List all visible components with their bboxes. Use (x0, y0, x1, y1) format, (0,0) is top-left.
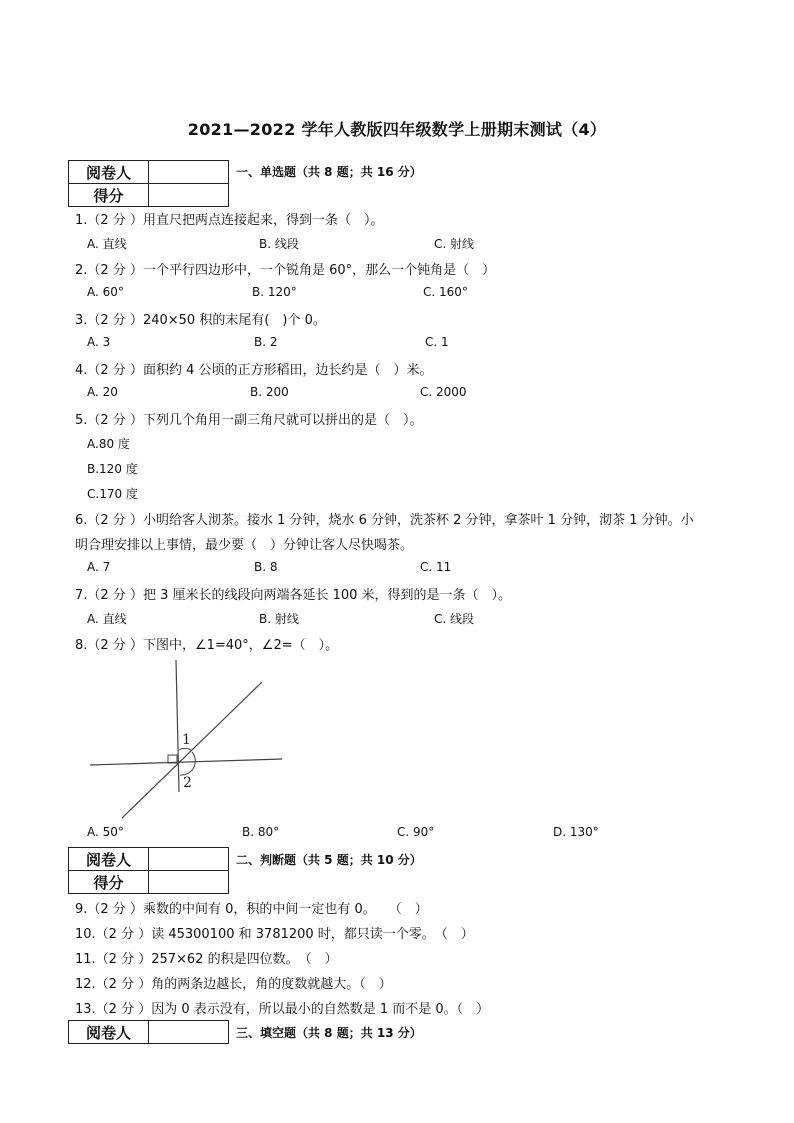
diagonal-line (122, 682, 262, 818)
question-3: 3.（2 分 ）240×50 积的末尾有( )个 0。 (75, 313, 326, 328)
q8-option-d: D. 130° (553, 825, 599, 839)
question-11: 11.（2 分 ）257×62 的积是四位数。 （ ） (75, 952, 338, 967)
question-1: 1.（2 分 ）用直尺把两点连接起来，得到一条（ ）。 (75, 213, 384, 228)
q4-option-a: A. 20 (87, 385, 118, 399)
q8-option-c: C. 90° (397, 825, 435, 839)
reviewer-cell (149, 1021, 229, 1044)
reviewer-label: 阅卷人 (69, 1021, 149, 1044)
question-5: 5.（2 分 ）下列几个角用一副三角尺就可以拼出的是（ ）。 (75, 413, 423, 428)
q6-option-a: A. 7 (87, 560, 111, 574)
q2-option-a: A. 60° (87, 285, 124, 299)
q5-option-c: C.170 度 (87, 487, 138, 501)
grader-table-1 (68, 160, 229, 207)
angle-1-arc (179, 748, 191, 750)
angle-figure (86, 656, 286, 822)
q3-option-b: B. 2 (254, 335, 278, 349)
question-7: 7.（2 分 ）把 3 厘米长的线段向两端各延长 100 米，得到的是一条（ ）。 (75, 588, 512, 603)
section-heading-single-choice: 一、单选题（共 8 题；共 16 分） (236, 165, 422, 179)
q5-option-a: A.80 度 (87, 437, 130, 451)
grader-table-3 (68, 1020, 229, 1044)
q4-option-c: C. 2000 (420, 385, 467, 399)
q7-option-b: B. 射线 (259, 612, 299, 626)
angle-2-arc (180, 752, 195, 775)
q6-option-c: C. 11 (420, 560, 452, 574)
reviewer-label: 阅卷人 (69, 848, 149, 871)
question-12: 12.（2 分 ）角的两条边越长，角的度数就越大。（ ） (75, 977, 392, 992)
q5-option-b: B.120 度 (87, 462, 138, 476)
reviewer-cell (149, 161, 229, 184)
q2-option-c: C. 160° (423, 285, 468, 299)
q7-option-c: C. 线段 (434, 612, 475, 626)
q6-option-b: B. 8 (254, 560, 278, 574)
score-cell (149, 184, 229, 207)
reviewer-label: 阅卷人 (69, 161, 149, 184)
q2-option-b: B. 120° (252, 285, 297, 299)
q1-option-c: C. 射线 (434, 237, 475, 251)
q1-option-a: A. 直线 (87, 237, 127, 251)
angle-1-label: 1 (182, 732, 191, 748)
score-label: 得分 (69, 184, 149, 207)
grader-table-2 (68, 847, 229, 894)
angle-2-label: 2 (183, 775, 192, 791)
section-heading-judgement: 二、判断题（共 5 题；共 10 分） (236, 853, 422, 867)
q3-option-c: C. 1 (425, 335, 449, 349)
question-4: 4.（2 分 ）面积约 4 公顷的正方形稻田，边长约是（ ）米。 (75, 363, 433, 378)
question-2: 2.（2 分 ）一个平行四边形中，一个锐角是 60°，那么一个钝角是（ ） (75, 263, 496, 278)
question-6-line-1: 6.（2 分 ）小明给客人沏茶。接水 1 分钟，烧水 6 分钟，洗茶杯 2 分钟，拿茶叶 1 分钟，沏茶 1 分钟。小 (75, 513, 694, 528)
reviewer-cell (149, 848, 229, 871)
score-label: 得分 (69, 871, 149, 894)
question-13: 13.（2 分 ）因为 0 表示没有，所以最小的自然数是 1 而不是 0。（ ） (75, 1002, 490, 1017)
page-title: 2021—2022 学年人教版四年级数学上册期末测试（4） (187, 120, 607, 139)
vertical-line (176, 660, 179, 792)
q8-option-b: B. 80° (242, 825, 280, 839)
question-6-line-2: 明合理安排以上事情，最少要（ ）分钟让客人尽快喝茶。 (75, 538, 414, 553)
section-heading-fill-in: 三、填空题（共 8 题；共 13 分） (236, 1026, 422, 1040)
question-10: 10.（2 分 ）读 45300100 和 3781200 时，都只读一个零。 （ ） (75, 927, 474, 942)
q7-option-a: A. 直线 (87, 612, 127, 626)
score-cell (149, 871, 229, 894)
horizontal-line (90, 759, 282, 765)
q3-option-a: A. 3 (87, 335, 111, 349)
q8-option-a: A. 50° (87, 825, 124, 839)
q4-option-b: B. 200 (250, 385, 289, 399)
q1-option-b: B. 线段 (259, 237, 299, 251)
question-9: 9.（2 分 ）乘数的中间有 0，积的中间一定也有 0。 （ ） (75, 902, 428, 917)
question-8: 8.（2 分 ）下图中，∠1=40°，∠2=（ ）。 (75, 638, 339, 653)
